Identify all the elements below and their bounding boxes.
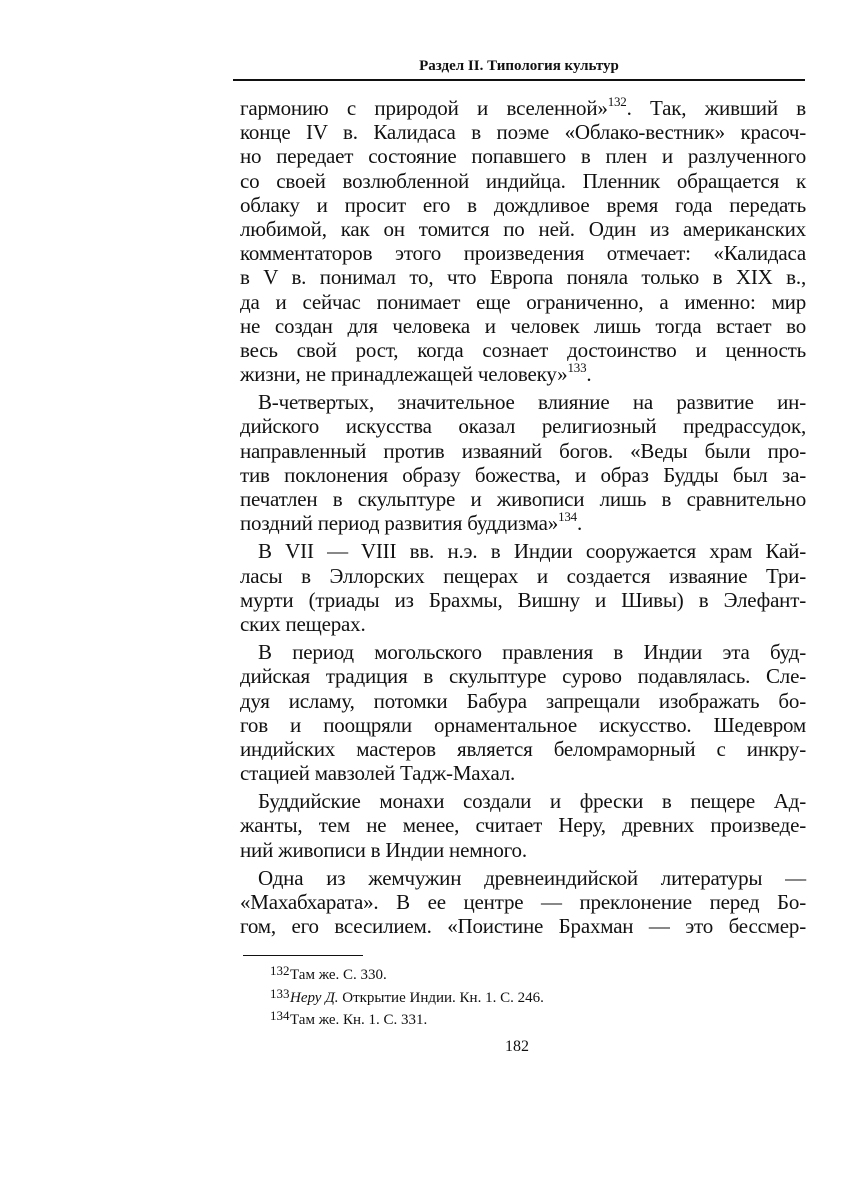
text-line xyxy=(240,737,806,761)
text-line xyxy=(240,789,806,813)
text-line xyxy=(240,463,806,487)
text-segment: направленный против изваяний богов. «Веды были про- xyxy=(240,438,806,463)
text-line xyxy=(240,761,806,785)
text-line xyxy=(240,713,806,737)
text-segment: Буддийские монахи создали и фрески в пещере Ад- xyxy=(258,789,806,814)
text-line xyxy=(240,664,806,688)
text-segment: конце IV в. Калидаса в поэме «Облако-вестник» красоч- xyxy=(240,120,806,145)
text-segment: со своей возлюбленной индийца. Пленник обращается к xyxy=(240,168,806,193)
text-segment: не создан для человека и человек лишь тогда встает во xyxy=(240,313,806,338)
text-segment: стацией мавзолей Тадж-Махал. xyxy=(240,761,516,786)
text-line xyxy=(240,96,806,120)
text-line xyxy=(240,414,806,438)
page-number: 182 xyxy=(505,1038,529,1055)
text-line xyxy=(240,689,806,713)
text-segment: гов и поощряли орнаментальное искусство. Шедевром xyxy=(240,712,806,737)
footnotes xyxy=(270,962,544,1030)
text-line xyxy=(240,487,806,511)
text-segment: индийских мастеров является беломраморный с инкру- xyxy=(240,736,806,761)
text-line xyxy=(240,241,806,265)
footnote-ref: 132 xyxy=(607,94,627,109)
text-segment: ний живописи в Индии немного. xyxy=(240,837,527,862)
footnote-divider xyxy=(243,955,363,956)
paragraph xyxy=(240,539,806,636)
text-line xyxy=(240,866,806,890)
footnote xyxy=(270,985,544,1008)
text-line xyxy=(240,588,806,612)
text-line xyxy=(240,193,806,217)
text-segment: весь свой рост, когда сознает достоинство и ценность xyxy=(240,337,806,362)
footnote-author: Неру Д. xyxy=(290,989,339,1006)
text-segment: мурти (триады из Брахмы, Вишну и Шивы) в Элефант- xyxy=(240,587,806,612)
paragraph xyxy=(240,390,806,535)
text-segment: тив поклонения образу божества, и образ Будды был за- xyxy=(240,462,806,487)
text-segment: но передает состояние попавшего в плен и разлученного xyxy=(240,144,806,169)
text-segment: . xyxy=(576,511,583,536)
text-line xyxy=(240,439,806,463)
text-segment: жанты, тем не менее, считает Неру, древних произведе- xyxy=(240,813,806,838)
text-line xyxy=(240,838,806,862)
footnote-number: 134 xyxy=(270,1008,290,1023)
text-line xyxy=(240,338,806,362)
text-segment: дуя исламу, потомки Бабура запрещали изображать бо- xyxy=(240,688,806,713)
paragraph xyxy=(240,866,806,939)
text-segment: В VII — VIII вв. н.э. в Индии сооружается храм Кай- xyxy=(258,539,806,564)
text-line xyxy=(240,511,806,535)
text-line xyxy=(240,314,806,338)
paragraph xyxy=(240,789,806,862)
footnote-number: 133 xyxy=(270,985,290,1001)
running-header: Раздел II. Типология культур xyxy=(233,58,805,81)
text-segment: В период могольского правления в Индии эта буд- xyxy=(258,640,806,665)
text-segment: дийская традиция в скульптуре сурово подавлялась. Сле- xyxy=(240,664,806,689)
text-segment: поздний период развития буддизма» xyxy=(240,511,559,536)
footnote-number: 132 xyxy=(270,963,290,978)
text-line xyxy=(240,290,806,314)
text-line xyxy=(240,640,806,664)
footnote-ref: 134 xyxy=(558,509,577,525)
footnote xyxy=(270,962,544,985)
text-segment: В-четвертых, значительное влияние на развитие ин- xyxy=(258,390,806,415)
text-line xyxy=(240,813,806,837)
text-segment: любимой, как он томится по ней. Один из американских xyxy=(240,216,806,241)
text-segment: в V в. понимал то, что Европа поняла только в XIX в., xyxy=(240,265,806,290)
footnote-ref: 133 xyxy=(567,360,587,376)
text-line xyxy=(240,564,806,588)
paragraph xyxy=(240,96,806,386)
text-segment: ласы в Эллорских пещерах и создается изваяние Три- xyxy=(240,563,806,588)
text-segment: гармонию с природой и вселенной» xyxy=(240,96,608,120)
main-text xyxy=(240,92,806,938)
text-line xyxy=(240,169,806,193)
footnote-text: Там же. С. 330. xyxy=(290,967,387,983)
text-line xyxy=(240,390,806,414)
text-segment: . Так, живший в xyxy=(626,96,806,120)
paragraph xyxy=(240,640,806,785)
text-segment: облаку и просит его в дождливое время года передать xyxy=(240,192,806,217)
text-line xyxy=(240,362,806,386)
text-segment: жизни, не принадлежащей человеку» xyxy=(240,362,568,387)
text-segment: ских пещерах. xyxy=(240,611,366,636)
text-segment: дийского искусства оказал религиозный предрассудок, xyxy=(240,414,806,439)
text-segment: комментаторов этого произведения отмечает: «Калидаса xyxy=(240,241,806,266)
text-line xyxy=(240,539,806,563)
footnote xyxy=(270,1007,544,1030)
text-segment: да и сейчас понимает еще ограниченно, а именно: мир xyxy=(240,289,806,314)
text-segment: Одна из жемчужин древнеиндийской литературы — xyxy=(258,865,806,890)
text-segment: гом, его всесилием. «Поистине Брахман — это бессмер- xyxy=(240,914,806,939)
text-segment: . xyxy=(586,362,592,387)
text-segment: печатлен в скульптуре и живописи лишь в сравнительно xyxy=(240,487,806,511)
text-line xyxy=(240,890,806,914)
text-line xyxy=(240,120,806,144)
text-line xyxy=(240,265,806,289)
text-line xyxy=(240,144,806,168)
text-line xyxy=(240,217,806,241)
footnote-text: Там же. Кн. 1. С. 331. xyxy=(290,1012,428,1028)
text-line xyxy=(240,914,806,938)
text-line xyxy=(240,612,806,636)
text-segment: «Махабхарата». В ее центре — преклонение перед Бо- xyxy=(240,890,806,914)
footnote-text: Открытие Индии. Кн. 1. С. 246. xyxy=(338,989,544,1006)
